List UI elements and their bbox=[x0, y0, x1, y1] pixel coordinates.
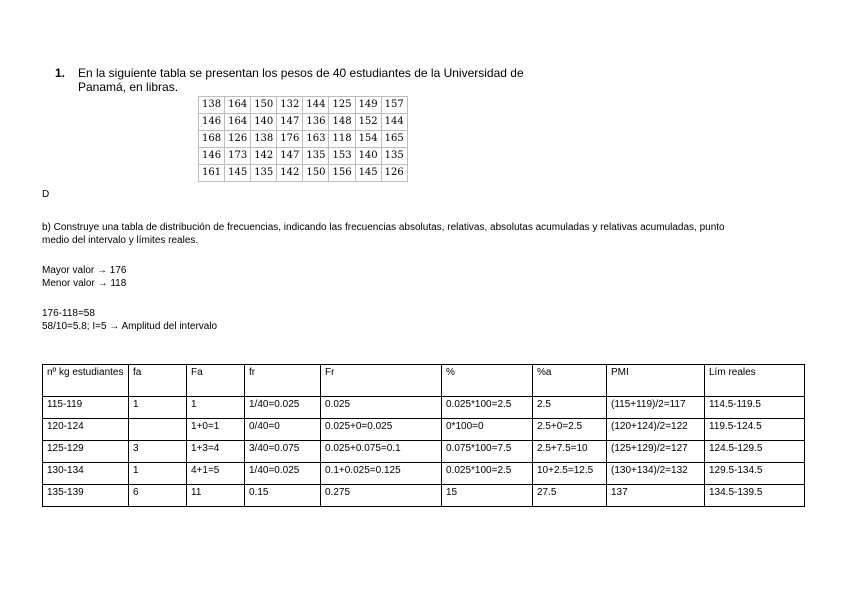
frequency-cell: 0.025 bbox=[321, 397, 442, 419]
frequency-cell: 1 bbox=[129, 397, 187, 419]
weight-cell: 140 bbox=[355, 148, 381, 165]
frequency-row bbox=[43, 441, 805, 463]
max-value: Mayor valor → 176 bbox=[42, 265, 127, 276]
weight-cell: 148 bbox=[329, 114, 355, 131]
frequency-cell: (115+119)/2=117 bbox=[607, 397, 705, 419]
frequency-cell: 1/40=0.025 bbox=[245, 397, 321, 419]
range-calc: 176-118=58 bbox=[42, 308, 95, 319]
frequency-header-row bbox=[43, 365, 805, 397]
weight-cell: 152 bbox=[355, 114, 381, 131]
frequency-cell: 137 bbox=[607, 485, 705, 507]
weights-row bbox=[199, 131, 408, 148]
frequency-cell: 4+1=5 bbox=[187, 463, 245, 485]
frequency-header-cell: nº kg estudiantes bbox=[43, 365, 129, 397]
section-letter: D bbox=[42, 189, 50, 200]
weight-cell: 135 bbox=[303, 148, 329, 165]
frequency-cell: 2.5 bbox=[533, 397, 607, 419]
frequency-cell: 0.1+0.025=0.125 bbox=[321, 463, 442, 485]
weight-cell: 154 bbox=[355, 131, 381, 148]
frequency-cell: 1+3=4 bbox=[187, 441, 245, 463]
extremes-block bbox=[42, 264, 126, 290]
weights-row bbox=[199, 148, 408, 165]
frequency-header-cell: %a bbox=[533, 365, 607, 397]
part-b-line-2: medio del intervalo y límites reales. bbox=[42, 235, 199, 246]
frequency-cell: 27.5 bbox=[533, 485, 607, 507]
frequency-cell: 3/40=0.075 bbox=[245, 441, 321, 463]
weight-cell: 147 bbox=[277, 148, 303, 165]
frequency-cell: 0.075*100=7.5 bbox=[442, 441, 533, 463]
frequency-cell: 1 bbox=[187, 397, 245, 419]
weight-cell: 173 bbox=[225, 148, 251, 165]
frequency-row bbox=[43, 397, 805, 419]
frequency-cell: 1/40=0.025 bbox=[245, 463, 321, 485]
frequency-cell: 3 bbox=[129, 441, 187, 463]
frequency-cell bbox=[129, 419, 187, 441]
frequency-cell: 0/40=0 bbox=[245, 419, 321, 441]
frequency-cell: 124.5-129.5 bbox=[705, 441, 805, 463]
weight-cell: 161 bbox=[199, 165, 225, 182]
weight-cell: 150 bbox=[303, 165, 329, 182]
weight-cell: 146 bbox=[199, 148, 225, 165]
weight-cell: 136 bbox=[303, 114, 329, 131]
frequency-cell: 119.5-124.5 bbox=[705, 419, 805, 441]
frequency-cell: 134.5-139.5 bbox=[705, 485, 805, 507]
weight-cell: 176 bbox=[277, 131, 303, 148]
weight-cell: 135 bbox=[251, 165, 277, 182]
weight-cell: 145 bbox=[225, 165, 251, 182]
weight-cell: 164 bbox=[225, 114, 251, 131]
weight-cell: 149 bbox=[355, 97, 381, 114]
frequency-cell: (130+134)/2=132 bbox=[607, 463, 705, 485]
weight-cell: 125 bbox=[329, 97, 355, 114]
weight-cell: 118 bbox=[329, 131, 355, 148]
weight-cell: 145 bbox=[355, 165, 381, 182]
weight-cell: 142 bbox=[277, 165, 303, 182]
weight-cell: 163 bbox=[303, 131, 329, 148]
part-b-instructions bbox=[42, 221, 725, 247]
weight-cell: 138 bbox=[199, 97, 225, 114]
frequency-cell: 2.5+7.5=10 bbox=[533, 441, 607, 463]
part-b-line-1: b) Construye una tabla de distribución de frecuencias, indicando las frecuencias absolutas, relativas, absolutas acumuladas y relativas acumuladas, punto bbox=[42, 222, 725, 233]
weight-cell: 126 bbox=[381, 165, 407, 182]
frequency-cell: 0.275 bbox=[321, 485, 442, 507]
question-text bbox=[78, 66, 568, 94]
frequency-header-cell: % bbox=[442, 365, 533, 397]
weight-cell: 144 bbox=[303, 97, 329, 114]
frequency-cell: 135-139 bbox=[43, 485, 129, 507]
frequency-header-cell: fa bbox=[129, 365, 187, 397]
weight-cell: 165 bbox=[381, 131, 407, 148]
frequency-cell: 125-129 bbox=[43, 441, 129, 463]
weights-table bbox=[198, 96, 408, 182]
amplitude-block bbox=[42, 307, 217, 333]
frequency-cell: 0.025+0.075=0.1 bbox=[321, 441, 442, 463]
frequency-cell: 15 bbox=[442, 485, 533, 507]
frequency-cell: 11 bbox=[187, 485, 245, 507]
weight-cell: 164 bbox=[225, 97, 251, 114]
frequency-table bbox=[42, 364, 805, 507]
weight-cell: 126 bbox=[225, 131, 251, 148]
question-line-2: Panamá, en libras. bbox=[78, 80, 179, 94]
weight-cell: 168 bbox=[199, 131, 225, 148]
weight-cell: 132 bbox=[277, 97, 303, 114]
frequency-cell: 2.5+0=2.5 bbox=[533, 419, 607, 441]
weight-cell: 146 bbox=[199, 114, 225, 131]
amplitude-calc: 58/10=5.8; I=5 → Amplitud del intervalo bbox=[42, 321, 218, 332]
weight-cell: 144 bbox=[381, 114, 407, 131]
frequency-cell: 115-119 bbox=[43, 397, 129, 419]
frequency-header-cell: PMI bbox=[607, 365, 705, 397]
frequency-header-cell: Lím reales bbox=[705, 365, 805, 397]
weight-cell: 153 bbox=[329, 148, 355, 165]
frequency-cell: 120-124 bbox=[43, 419, 129, 441]
weight-cell: 138 bbox=[251, 131, 277, 148]
frequency-header-cell: Fa bbox=[187, 365, 245, 397]
frequency-cell: 129.5-134.5 bbox=[705, 463, 805, 485]
question-number: 1. bbox=[55, 66, 66, 80]
question-line-1: En la siguiente tabla se presentan los pesos de 40 estudiantes de la Universidad de bbox=[78, 66, 524, 80]
weight-cell: 147 bbox=[277, 114, 303, 131]
frequency-cell: (120+124)/2=122 bbox=[607, 419, 705, 441]
frequency-cell: (125+129)/2=127 bbox=[607, 441, 705, 463]
frequency-cell: 114.5-119.5 bbox=[705, 397, 805, 419]
frequency-row bbox=[43, 463, 805, 485]
frequency-cell: 1+0=1 bbox=[187, 419, 245, 441]
frequency-cell: 0.025*100=2.5 bbox=[442, 397, 533, 419]
weight-cell: 157 bbox=[381, 97, 407, 114]
weight-cell: 156 bbox=[329, 165, 355, 182]
weights-row bbox=[199, 165, 408, 182]
frequency-cell: 6 bbox=[129, 485, 187, 507]
weights-row bbox=[199, 114, 408, 131]
frequency-cell: 0.025+0=0.025 bbox=[321, 419, 442, 441]
weight-cell: 142 bbox=[251, 148, 277, 165]
frequency-header-cell: fr bbox=[245, 365, 321, 397]
frequency-header-cell: Fr bbox=[321, 365, 442, 397]
weight-cell: 140 bbox=[251, 114, 277, 131]
frequency-cell: 10+2.5=12.5 bbox=[533, 463, 607, 485]
weight-cell: 135 bbox=[381, 148, 407, 165]
frequency-cell: 130-134 bbox=[43, 463, 129, 485]
min-value: Menor valor → 118 bbox=[42, 278, 127, 289]
weight-cell: 150 bbox=[251, 97, 277, 114]
frequency-cell: 0*100=0 bbox=[442, 419, 533, 441]
frequency-row bbox=[43, 419, 805, 441]
frequency-cell: 0.025*100=2.5 bbox=[442, 463, 533, 485]
weights-row bbox=[199, 97, 408, 114]
frequency-row bbox=[43, 485, 805, 507]
frequency-cell: 0.15 bbox=[245, 485, 321, 507]
frequency-cell: 1 bbox=[129, 463, 187, 485]
